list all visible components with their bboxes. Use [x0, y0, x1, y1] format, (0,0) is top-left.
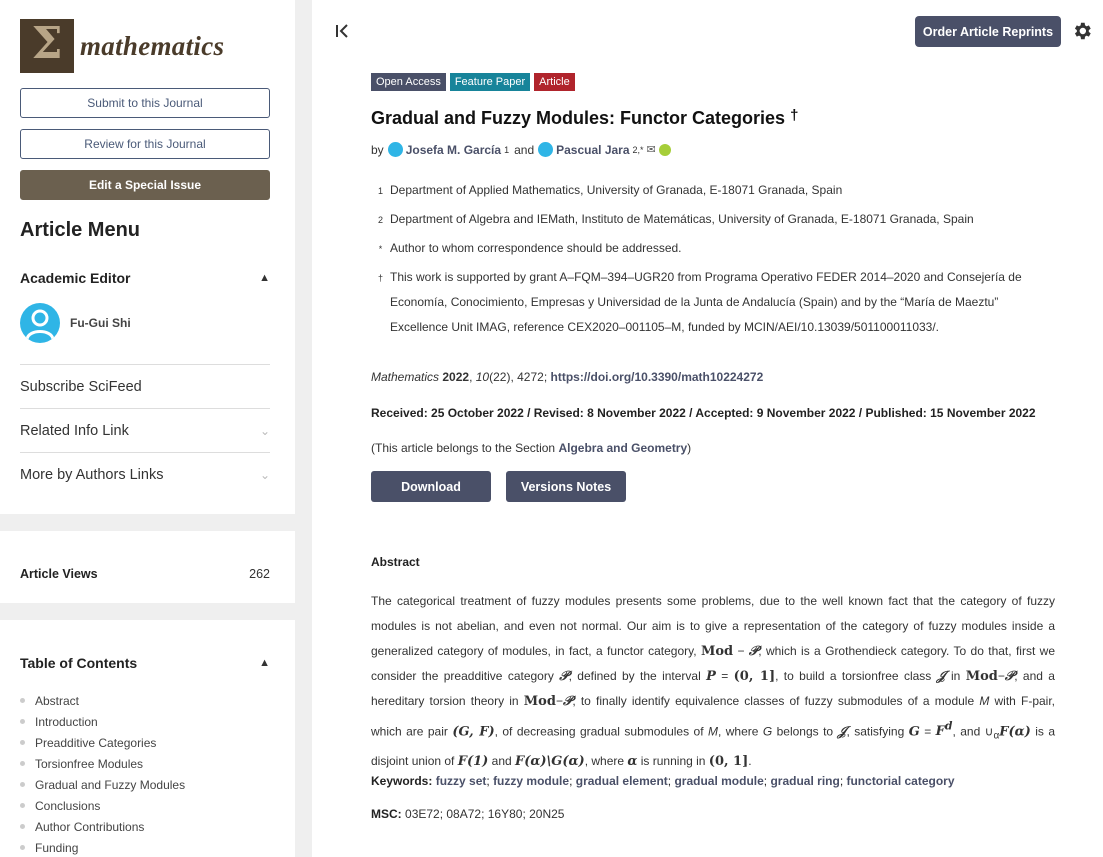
chevron-up-icon: ▲ — [259, 657, 270, 669]
affiliation-mark: † — [377, 273, 383, 283]
by-label: by — [371, 142, 384, 157]
affiliation-item — [371, 243, 1051, 261]
sidebar-main-panel — [0, 0, 295, 514]
article-title — [371, 107, 798, 129]
article-type-badge: Article — [534, 73, 575, 91]
citation-volume: 10 — [475, 370, 490, 384]
toc-item-label: Conclusions — [35, 798, 101, 813]
toc-item[interactable] — [20, 753, 185, 774]
citation: Mathematics 2022, 10(22), 4272; https://doi.org/10.3390/math10224272 — [371, 370, 764, 384]
toc-panel — [0, 620, 295, 857]
keywords-label: Keywords: — [371, 774, 433, 788]
author-link[interactable]: Pascual Jara — [556, 142, 630, 157]
bullet-icon — [20, 698, 25, 703]
article-views-row — [20, 567, 270, 581]
keywords: Keywords: fuzzy set; fuzzy module; gradual element; gradual module; gradual ring; functorial category — [371, 774, 955, 788]
section-link[interactable]: Algebra and Geometry — [558, 441, 688, 455]
author-list — [371, 142, 671, 157]
msc-label: MSC: — [371, 807, 402, 821]
keyword-link[interactable]: gradual module — [674, 774, 764, 788]
academic-editor-toggle[interactable] — [20, 270, 270, 286]
toc-item[interactable] — [20, 774, 185, 795]
bullet-icon — [20, 740, 25, 745]
bullet-icon — [20, 719, 25, 724]
affiliation-mark: 2 — [377, 215, 383, 225]
submit-journal-button[interactable]: Submit to this Journal — [20, 88, 270, 118]
affiliation-mark: 1 — [377, 186, 383, 196]
msc-codes — [371, 807, 564, 821]
citation-issue: (22), 4272; — [489, 370, 548, 384]
chevron-down-icon: ⌄ — [259, 423, 270, 438]
person-icon — [20, 303, 60, 343]
toc-item-label: Preadditive Categories — [35, 735, 157, 750]
journal-logo[interactable] — [20, 19, 224, 73]
keyword-link[interactable]: gradual ring — [770, 774, 840, 788]
section-prefix: (This article belongs to the Section — [371, 441, 556, 455]
editor-name: Fu-Gui Shi — [70, 316, 131, 330]
affiliation-text: Author to whom correspondence should be addressed. — [390, 241, 682, 255]
bullet-icon — [20, 782, 25, 787]
orcid-icon[interactable] — [659, 144, 671, 156]
article-views-count: 262 — [249, 567, 270, 581]
bullet-icon — [20, 803, 25, 808]
subscribe-scifeed-label: Subscribe SciFeed — [20, 378, 142, 395]
order-reprints-button[interactable]: Order Article Reprints — [915, 16, 1061, 47]
more-by-authors-label: More by Authors Links — [20, 466, 164, 483]
toc-item[interactable] — [20, 795, 185, 816]
author-link[interactable]: Josefa M. García — [405, 142, 502, 157]
toc-list — [20, 690, 185, 857]
affiliation-item — [371, 272, 1051, 340]
author-affil-sup: 1 — [504, 144, 510, 155]
related-info-link[interactable] — [20, 408, 270, 452]
toc-item[interactable] — [20, 732, 185, 753]
collapse-sidebar-icon[interactable] — [334, 22, 352, 40]
affiliation-text: Department of Applied Mathematics, University of Granada, E-18071 Granada, Spain — [390, 183, 843, 197]
sidebar — [0, 0, 295, 857]
review-journal-button[interactable]: Review for this Journal — [20, 129, 270, 159]
toc-heading: Table of Contents — [20, 655, 138, 671]
author-affil-sup: 2,* — [632, 144, 644, 155]
affiliation-text: Department of Algebra and IEMath, Instituto de Matemáticas, University of Granada, E-18071 Granada, Spain — [390, 212, 974, 226]
toc-toggle[interactable] — [20, 655, 270, 671]
related-info-label: Related Info Link — [20, 422, 129, 439]
bullet-icon — [20, 761, 25, 766]
journal-name: mathematics — [80, 30, 225, 61]
affiliation-item — [371, 185, 1051, 203]
article-tags — [371, 73, 575, 91]
toc-item-label: Introduction — [35, 714, 98, 729]
affiliation-text: This work is supported by grant A–FQM–394–UGR20 from Programa Operativo FEDER 2014–2020 and Consejería de Economía, Conocimiento, Empresas y Universidad de la Junta de Andalucía (Spain) and by the “María de Maeztu” Excellence Unit IMAG, reference CEX2020–001105–M, funded by MCIN/AEI/10.13039/501100011033/. — [390, 270, 1022, 334]
article-title-text: Gradual and Fuzzy Modules: Functor Categories — [371, 108, 786, 128]
toc-item-label: Gradual and Fuzzy Modules — [35, 777, 186, 792]
article-menu-title: Article Menu — [20, 219, 141, 241]
chevron-up-icon: ▲ — [259, 272, 270, 284]
open-access-badge[interactable]: Open Access — [371, 73, 446, 91]
versions-notes-button[interactable]: Versions Notes — [506, 471, 626, 502]
toc-item[interactable] — [20, 711, 185, 732]
gear-icon[interactable] — [1071, 20, 1093, 42]
abstract-text: The categorical treatment of fuzzy modules presents some problems, due to the well known fact that the category of fuzzy modules is not abelian, and even not normal. Our aim is to give a representation of the category of fuzzy modules inside a generalized category of modules, in fact, a functor category, Mod − 𝒫, which is a Grothendieck category. To do that, first we consider the preadditive category 𝒫, defined by the interval P = (0, 1], to build a torsionfree class 𝒥 in Mod−𝒫, and a hereditary torsion theory in Mod−𝒫, to finally identify equivalence classes of fuzzy submodules of a module M with F-pair, which are pair (G, F), of decreasing gradual submodules of M, where G belongs to 𝒥, satisfying $G = F^d$, and $\cup_\alpha F(\alpha)$ is a disjoint union of F(1) and F(α)\G(α), where α is running in (0, 1]. — [371, 594, 1056, 769]
affiliation-item — [371, 214, 1051, 232]
article-views-panel — [0, 531, 295, 603]
email-icon[interactable]: ✉ — [646, 144, 656, 156]
article-views-label: Article Views — [20, 567, 98, 581]
person-icon — [388, 142, 403, 157]
sigma-logo-icon: Σ — [20, 19, 74, 73]
doi-link[interactable]: https://doi.org/10.3390/math10224272 — [550, 370, 764, 384]
edit-special-issue-button[interactable]: Edit a Special Issue — [20, 170, 270, 200]
feature-paper-badge[interactable]: Feature Paper — [450, 73, 530, 91]
article-main — [312, 0, 1103, 857]
affiliations — [371, 185, 1051, 351]
toc-item-label: Abstract — [35, 693, 80, 708]
academic-editor-heading: Academic Editor — [20, 270, 131, 286]
keyword-link[interactable]: fuzzy module — [493, 774, 570, 788]
keyword-link[interactable]: gradual element — [575, 774, 668, 788]
and-label: and — [514, 142, 535, 157]
msc-values: 03E72; 08A72; 16Y80; 20N25 — [405, 807, 565, 821]
affiliation-mark: * — [378, 244, 383, 254]
publication-dates: Received: 25 October 2022 / Revised: 8 November 2022 / Accepted: 9 November 2022 / Published: 15 November 2022 — [371, 406, 1036, 420]
keyword-link[interactable]: fuzzy set — [435, 774, 487, 788]
person-icon — [538, 142, 553, 157]
toc-item[interactable] — [20, 837, 185, 857]
abstract-heading: Abstract — [371, 555, 420, 569]
chevron-down-icon: ⌄ — [259, 467, 270, 482]
avatar — [20, 303, 60, 343]
citation-year: 2022 — [442, 370, 470, 384]
bullet-icon — [20, 824, 25, 829]
toc-item-label: Torsionfree Modules — [35, 756, 144, 771]
download-button[interactable]: Download — [371, 471, 491, 502]
toc-item[interactable] — [20, 690, 185, 711]
toc-item-label: Author Contributions — [35, 819, 145, 834]
more-by-authors-link[interactable] — [20, 452, 270, 496]
subscribe-scifeed-link[interactable] — [20, 364, 270, 408]
bullet-icon — [20, 845, 25, 850]
section-suffix: ) — [687, 441, 692, 455]
toc-item[interactable] — [20, 816, 185, 837]
toc-item-label: Funding — [35, 840, 79, 855]
section-note — [371, 441, 691, 455]
academic-editor[interactable] — [20, 303, 131, 343]
keyword-link[interactable]: functorial category — [846, 774, 955, 788]
title-footnote-mark: † — [790, 107, 799, 124]
citation-journal: Mathematics — [371, 370, 440, 384]
